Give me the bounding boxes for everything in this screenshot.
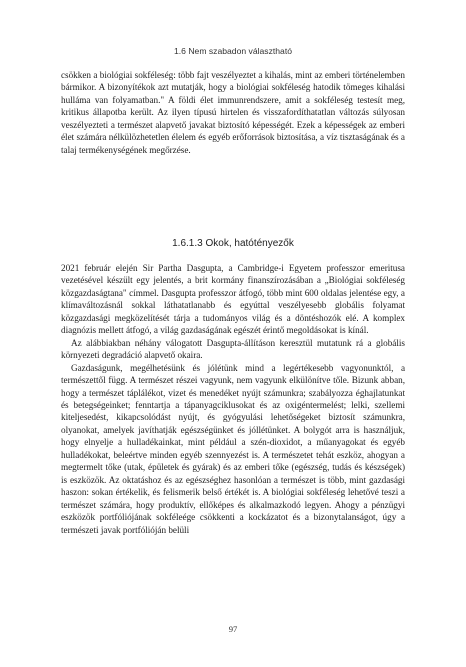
section-body xyxy=(61,262,405,536)
intro-paragraph-block xyxy=(61,69,405,156)
body-paragraph-2: Az alábbiakban néhány válogatott Dasgupta-állításon keresztül mutatunk rá a globális környezeti degradáció alapvető okaira. xyxy=(61,337,405,361)
body-paragraph-1: 2021 február elején Sir Partha Dasgupta, a Cambridge-i Egyetem professzor emeritusa vezetésével készült egy jelentés, a brit kormány finanszírozásában a „Biológiai sokféleség közgazdaságtana" címmel. Dasgupta professzor átfogó, több mint 600 oldalas jelentése egy, a klímaváltozásnál sokkal láthatatlanabb és egyúttal veszélyesebb globális folyamat közgazdasági megközelítését tárja a tudományos világ és a döntéshozók elé. A komplex diagnózis mellett átfogó, a világ gazdaságának egészét érintő megoldásokat is kínál. xyxy=(61,263,405,336)
section-heading: 1.6.1.3 Okok, hatótényezők xyxy=(172,238,294,249)
page-number: 97 xyxy=(228,624,238,634)
intro-paragraph: csökken a biológiai sokféleség: több fajt veszélyeztet a kihalás, mint az emberi történelemben bármikor. A bizonyítékok azt mutatják, hogy a biológiai sokféleség hatodik tömeges kihalási hulláma van folyamatban." A földi élet immunrendszere, amit a sokféleség testesít meg, kritikus állapotba került. Az ilyen típusú hirtelen és visszafordíthatatlan változás súlyosan veszélyezteti a természet alapvető javakat biztosító képességét. Ezek a képességek az emberi élet számára nélkülözhetetlen élelem és egyéb erőforrások biztosítása, a víz tisztaságának és a talaj termékenységének megőrzése. xyxy=(61,70,405,155)
running-head: 1.6 Nem szabadon választható xyxy=(174,46,292,56)
body-paragraph-3: Gazdaságunk, megélhetésünk és jólétünk mind a legértékesebb vagyonunktól, a természettől függ. A természet részei vagyunk, nem vagyunk elkülönítve tőle. Bizunk abban, hogy a természet táplálékot, vizet és menedéket nyújt számunkra; szabályozza éghajlatunkat és betegségeinket; fenntartja a tápanyagciklusokat és az oxigéntermelést; lelki, szellemi kiteljesedést, kikapcsolódást nyújt, és gyógyulási lehetőségeket biztosít számunkra, olyanokat, amelyek javíthatják egészségünket és jóllétünket. A bolygót arra is használjuk, hogy elnyelje a hulladékainkat, mint például a szén-dioxidot, a műanyagokat és egyéb hulladékokat, beleértve minden egyéb szennyezést is. A természetet tehát eszköz, ahogyan a megtermelt tőke (utak, épületek és gyárak) és az emberi tőke (egészség, tudás és készségek) is eszközök. Az oktatáshoz és az egészséghez hasonlóan a természet is több, mint gazdasági haszon: sokan értékelik, és felismerik belső értékét is. A biológiai sokféleség lehetővé teszi a természet számára, hogy produktív, ellőképes és alkalmazkodó legyen. Ahogy a pénzügyi eszközök portfóliójának sokféleége csökkenti a kockázatot és a bizonytalanságot, úgy a természeti javak portfólióján belüli xyxy=(61,362,405,535)
